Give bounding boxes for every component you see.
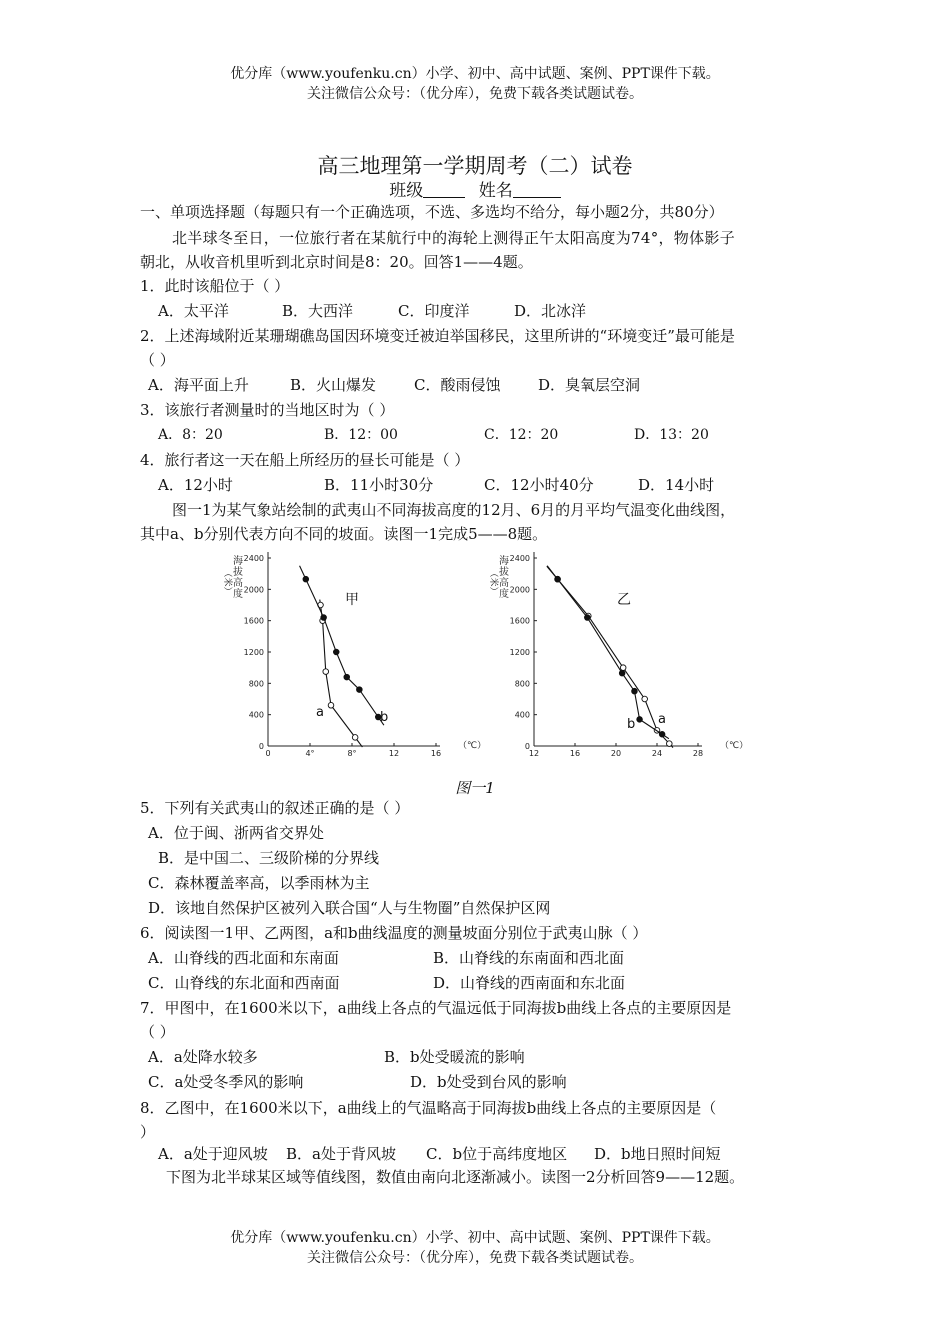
- q1-option-a[interactable]: A．太平洋: [158, 302, 229, 320]
- footer-line-2: 关注微信公众号：（优分库），免费下载各类试题试卷。: [307, 1250, 643, 1266]
- series-point-a: [323, 669, 329, 675]
- x-tick-label: 0: [265, 749, 271, 758]
- y-tick-label: 1200: [243, 648, 264, 657]
- y-axis-label-char: 度: [499, 589, 509, 600]
- y-axis-label-char: 海: [499, 556, 509, 567]
- y-axis-label-char: 高: [233, 578, 243, 589]
- q5-option-b[interactable]: B．是中国二、三级阶梯的分界线: [158, 849, 380, 867]
- y-tick-label: 0: [524, 742, 530, 751]
- q4-option-a[interactable]: A．12小时: [158, 476, 233, 494]
- y-tick-label: 400: [248, 710, 264, 720]
- q6-option-d[interactable]: D．山脊线的西南面和东北面: [433, 974, 626, 992]
- series-line-b: [300, 566, 384, 726]
- intro-3: 下图为北半球某区域等值线图，数值由南向北逐渐减小。读图一2分析回答9——12题。: [166, 1168, 745, 1186]
- y-axis-label-char: 海: [233, 556, 243, 567]
- q7-option-d[interactable]: D．b处受到台风的影响: [410, 1073, 567, 1091]
- series-line-a: [547, 566, 673, 747]
- q6-option-c[interactable]: C．山脊线的东北面和西南面: [148, 974, 340, 992]
- y-tick-label: 800: [514, 679, 530, 689]
- chart-yi: [488, 552, 748, 758]
- q2-option-a[interactable]: A．海平面上升: [148, 376, 249, 394]
- y-axis-unit: （米）: [222, 568, 232, 596]
- question-7-line-2: （ ）: [140, 1023, 175, 1041]
- q4-option-d[interactable]: D．14小时: [638, 476, 715, 494]
- class-name-row: [0, 176, 950, 201]
- question-2-line-1: 2．上述海域附近某珊瑚礁岛国因环境变迁被迫举国移民，这里所讲的“环境变迁”最可能是: [140, 327, 735, 345]
- y-axis-label-char: 高: [499, 578, 509, 589]
- series-point-b: [637, 717, 643, 723]
- q2-option-d[interactable]: D．臭氧层空洞: [538, 376, 641, 394]
- name-label: 姓名: [478, 181, 513, 201]
- question-6: 6．阅读图一1甲、乙两图，a和b曲线温度的测量坡面分别位于武夷山脉（ ）: [140, 924, 648, 942]
- q8-option-b[interactable]: B．a处于背风坡: [286, 1145, 396, 1163]
- q5-option-d[interactable]: D．该地自然保护区被列入联合国“人与生物圈”自然保护区网: [148, 899, 551, 917]
- question-4-options: [158, 474, 714, 496]
- question-7-line-1: 7．甲图中，在1600米以下，a曲线上各点的气温远低于同海拔b曲线上各点的主要原因是: [140, 999, 732, 1017]
- class-blank[interactable]: [423, 181, 465, 198]
- q8-option-a[interactable]: A．a处于迎风坡: [158, 1145, 268, 1163]
- question-1: 1．此时该船位于（ ）: [140, 277, 290, 295]
- series-point-b: [321, 615, 327, 621]
- series-point-a: [620, 665, 626, 671]
- series-point-b: [555, 576, 561, 582]
- series-point-a: [328, 702, 334, 708]
- y-axis-label-char: 拔: [499, 567, 509, 578]
- q4-option-b[interactable]: B．11小时30分: [324, 476, 434, 494]
- q4-option-c[interactable]: C．12小时40分: [484, 476, 594, 494]
- q1-option-d[interactable]: D．北冰洋: [514, 302, 587, 320]
- intro-1-line-1: 北半球冬至日，一位旅行者在某航行中的海轮上测得正午太阳高度为74°，物体影子: [172, 229, 735, 247]
- series-point-b: [659, 731, 665, 737]
- y-tick-label: 2400: [243, 554, 264, 563]
- exam-title: 高三地理第一学期周考（二）试卷: [317, 154, 633, 178]
- name-blank[interactable]: [513, 181, 561, 198]
- question-2-line-2: （ ）: [140, 351, 175, 369]
- q7-option-b[interactable]: B．b处受暖流的影响: [384, 1048, 525, 1066]
- series-point-b: [357, 687, 363, 693]
- x-tick-label: 12: [528, 749, 540, 758]
- y-axis-label-char: 度: [233, 589, 243, 600]
- q2-option-c[interactable]: C．酸雨侵蚀: [414, 376, 501, 394]
- y-tick-label: 1200: [509, 648, 530, 657]
- question-8-options: [158, 1143, 721, 1165]
- intro-1-line-2: 朝北，从收音机里听到北京时间是8：20。回答1——4题。: [140, 253, 533, 271]
- intro-2-line-1: 图一1为某气象站绘制的武夷山不同海拔高度的12月、6月的月平均气温变化曲线图，: [172, 501, 736, 519]
- y-tick-label: 1600: [509, 616, 530, 626]
- q3-option-c[interactable]: C．12：20: [484, 427, 559, 443]
- q5-option-c[interactable]: C．森林覆盖率高，以季雨林为主: [148, 874, 370, 892]
- question-6-options-row-1: [148, 947, 624, 969]
- y-tick-label: 2000: [509, 585, 530, 595]
- question-3: 3．该旅行者测量时的当地区时为（ ）: [140, 401, 395, 419]
- series-point-b: [303, 576, 309, 582]
- q6-option-a[interactable]: A．山脊线的西北面和东南面: [148, 949, 339, 967]
- y-axis-label-char: 拔: [233, 567, 243, 578]
- question-5: 5．下列有关武夷山的叙述正确的是（ ）: [140, 799, 410, 817]
- q7-option-a[interactable]: A．a处降水较多: [148, 1048, 258, 1066]
- q1-option-b[interactable]: B．大西洋: [282, 302, 354, 320]
- section-heading: 一、单项选择题（每题只有一个正确选项，不选、多选均不给分，每小题2分，共80分）: [140, 203, 724, 221]
- y-tick-label: 2400: [509, 554, 530, 563]
- header-line-2: 关注微信公众号：（优分库），免费下载各类试题试卷。: [307, 86, 643, 102]
- series-point-a: [642, 696, 648, 702]
- series-label-a: a: [658, 712, 666, 727]
- x-tick-label: 20: [610, 749, 622, 758]
- series-label-a: a: [316, 705, 324, 720]
- series-label-b: b: [380, 710, 389, 725]
- q8-option-d[interactable]: D．b地日照时间短: [594, 1145, 721, 1163]
- series-label-b: b: [627, 717, 636, 732]
- series-point-b: [619, 670, 625, 676]
- x-tick-label: 12: [388, 749, 400, 758]
- y-tick-label: 2000: [243, 585, 264, 595]
- series-point-b: [632, 688, 638, 694]
- series-point-b: [333, 649, 339, 655]
- chart-title: 乙: [617, 592, 631, 608]
- question-1-options: [158, 300, 586, 322]
- question-6-options-row-2: [148, 972, 625, 994]
- question-2-options: [148, 374, 640, 396]
- y-tick-label: 800: [248, 679, 264, 689]
- series-point-a: [667, 741, 673, 747]
- chart-jia: [222, 552, 486, 758]
- class-label: 班级: [389, 181, 424, 201]
- footer-line-1: 优分库（www.youfenku.cn）小学、初中、高中试题、案例、PPT课件下载。: [230, 1230, 720, 1246]
- question-7-options-row-2: [148, 1071, 567, 1093]
- figure-caption: 图一1: [455, 779, 495, 797]
- x-tick-label: 16: [430, 749, 442, 758]
- q5-option-a[interactable]: A．位于闽、浙两省交界处: [148, 824, 324, 842]
- question-3-options: [158, 424, 709, 446]
- chart-title: 甲: [345, 592, 359, 608]
- x-tick-label: 4°: [305, 749, 315, 758]
- x-axis-label: （℃）: [458, 741, 487, 751]
- x-tick-label: 28: [692, 749, 704, 758]
- y-tick-label: 1600: [243, 616, 264, 626]
- q1-option-c[interactable]: C．印度洋: [398, 302, 470, 320]
- question-4: 4．旅行者这一天在船上所经历的昼长可能是（ ）: [140, 451, 470, 469]
- question-8-line-2: ）: [140, 1123, 156, 1141]
- x-tick-label: 16: [569, 749, 581, 758]
- series-point-b: [344, 674, 350, 680]
- q2-option-b[interactable]: B．火山爆发: [290, 376, 377, 394]
- q7-option-c[interactable]: C．a处受冬季风的影响: [148, 1073, 304, 1091]
- figure-1: [0, 548, 950, 778]
- x-axis-label: （℃）: [720, 741, 749, 751]
- q3-option-a[interactable]: A．8：20: [158, 427, 223, 443]
- x-tick-label: 8°: [347, 749, 357, 758]
- y-tick-label: 0: [258, 742, 264, 751]
- y-tick-label: 400: [514, 710, 530, 720]
- q8-option-c[interactable]: C．b位于高纬度地区: [426, 1145, 568, 1163]
- series-point-a: [352, 735, 358, 741]
- q6-option-b[interactable]: B．山脊线的东南面和西北面: [433, 949, 625, 967]
- question-7-options-row-1: [148, 1046, 525, 1068]
- q3-option-b[interactable]: B．12：00: [324, 427, 398, 443]
- series-point-b: [585, 615, 591, 621]
- question-8-line-1: 8．乙图中，在1600米以下，a曲线上的气温略高于同海拔b曲线上各点的主要原因是（: [140, 1099, 717, 1117]
- x-tick-label: 24: [651, 749, 663, 758]
- q3-option-d[interactable]: D．13：20: [634, 427, 709, 443]
- y-axis-unit: （米）: [488, 568, 498, 596]
- intro-2-line-2: 其中a、b分别代表方向不同的坡面。读图一1完成5——8题。: [140, 525, 548, 543]
- header-line-1: 优分库（www.youfenku.cn）小学、初中、高中试题、案例、PPT课件下载。: [230, 66, 720, 82]
